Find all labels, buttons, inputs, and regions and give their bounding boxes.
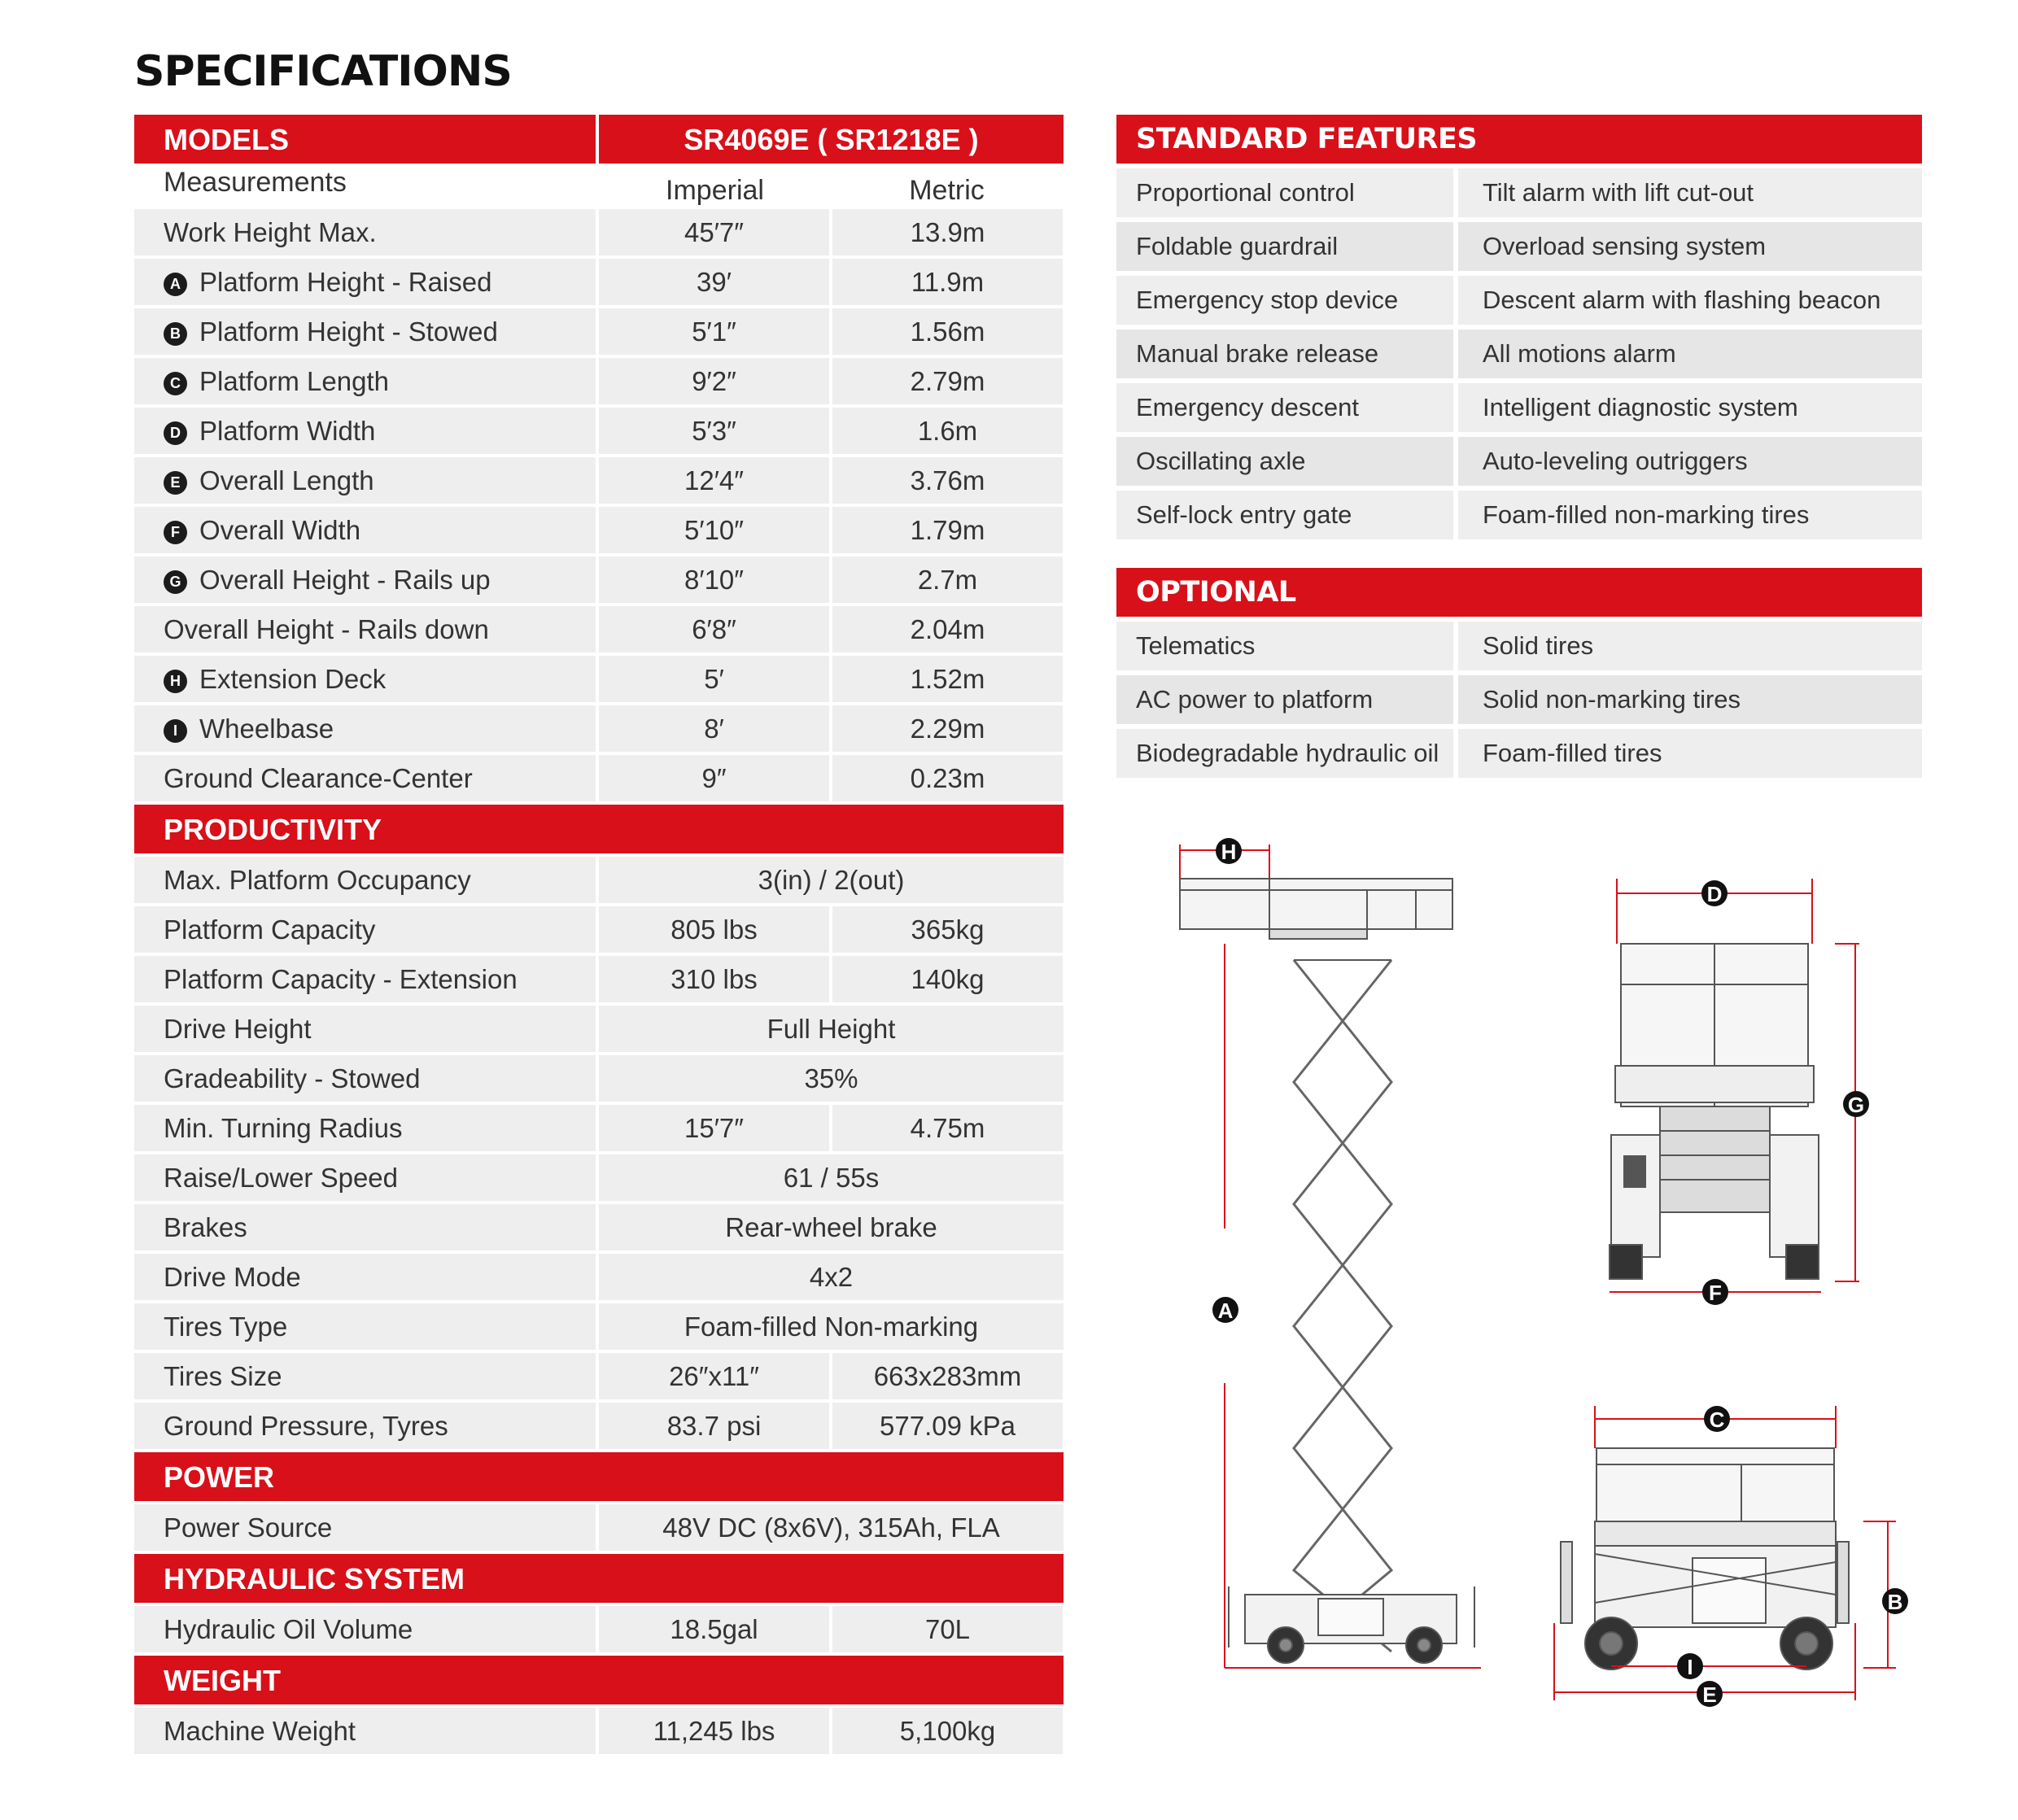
- feature-item: Emergency stop device: [1116, 276, 1453, 325]
- row-label-cell: [134, 1055, 596, 1102]
- row-label: Tires Size: [164, 1361, 282, 1391]
- row-value: 48V DC (8x6V), 315Ah, FLA: [599, 1504, 1064, 1551]
- weight-label: WEIGHT: [164, 1664, 281, 1697]
- imperial-value: 5′1″: [599, 308, 829, 355]
- feature-item: Emergency descent: [1116, 383, 1453, 432]
- measurement-rows: [134, 209, 1064, 801]
- row-value: 3(in) / 2(out): [599, 857, 1064, 903]
- label-a: A: [1217, 1298, 1234, 1323]
- power-header: [134, 1452, 1064, 1501]
- row-label-cell: [134, 556, 596, 603]
- productivity-rows: [134, 857, 1064, 1449]
- table-row: [134, 308, 1064, 355]
- metric-value: 70L: [832, 1606, 1063, 1652]
- models-header: [134, 115, 1064, 164]
- row-label-cell: [134, 1353, 596, 1399]
- imperial-value: 9′2″: [599, 358, 829, 404]
- feature-item: Oscillating axle: [1116, 437, 1453, 486]
- table-row: [134, 1204, 1064, 1250]
- table-row: [134, 259, 1064, 305]
- metric-value: 11.9m: [832, 259, 1063, 305]
- dimension-badge: A: [164, 273, 187, 296]
- row-label: Platform Capacity: [164, 914, 376, 945]
- table-row: [134, 1254, 1064, 1300]
- imperial-value: 310 lbs: [599, 956, 829, 1002]
- table-row: [134, 1606, 1064, 1652]
- row-value: 61 / 55s: [599, 1154, 1064, 1201]
- row-label-cell: [134, 1254, 596, 1300]
- table-row: [134, 556, 1064, 603]
- metric-value: 2.04m: [832, 606, 1063, 652]
- metric-value: 365kg: [832, 906, 1063, 953]
- row-label-cell: [134, 1504, 596, 1551]
- row-label: Platform Height - Stowed: [199, 316, 498, 347]
- row-label: Machine Weight: [164, 1716, 356, 1746]
- dimension-badge: F: [164, 521, 187, 544]
- row-label: Work Height Max.: [164, 217, 377, 247]
- metric-value: 2.7m: [832, 556, 1063, 603]
- dimension-badge: B: [164, 322, 187, 346]
- label-f: F: [1709, 1281, 1722, 1305]
- table-row: [134, 358, 1064, 404]
- metric-value: 1.52m: [832, 656, 1063, 702]
- standard-features-table: [1116, 115, 1922, 544]
- metric-value: 4.75m: [832, 1105, 1063, 1151]
- feature-item: Solid non-marking tires: [1458, 675, 1922, 724]
- row-label: Overall Height - Rails up: [199, 565, 491, 595]
- metric-value: 2.79m: [832, 358, 1063, 404]
- feature-row: [1116, 222, 1922, 271]
- feature-row: [1116, 330, 1922, 378]
- rear-view-drawing: [1610, 879, 1859, 1292]
- power-label: POWER: [164, 1460, 275, 1494]
- hydraulic-rows: [134, 1606, 1064, 1652]
- table-row: [134, 755, 1064, 801]
- row-value: 4x2: [599, 1254, 1064, 1300]
- imperial-value: 26″x11″: [599, 1353, 829, 1399]
- productivity-label: PRODUCTIVITY: [164, 813, 382, 846]
- imperial-label: Imperial: [666, 175, 764, 206]
- specifications-table: [134, 115, 1064, 1757]
- feature-item: Self-lock entry gate: [1116, 491, 1453, 539]
- imperial-value: 5′3″: [599, 408, 829, 454]
- dimension-badge: H: [164, 670, 187, 693]
- metric-value: 140kg: [832, 956, 1063, 1002]
- feature-item: Foam-filled tires: [1458, 729, 1922, 778]
- row-label-cell: [134, 656, 596, 702]
- table-row: [134, 606, 1064, 652]
- imperial-value: 8′: [599, 705, 829, 752]
- table-row: [134, 1105, 1064, 1151]
- row-label-cell: [134, 259, 596, 305]
- metric-value: 577.09 kPa: [832, 1403, 1063, 1449]
- feature-item: Manual brake release: [1116, 330, 1453, 378]
- row-label: Platform Length: [199, 366, 389, 396]
- page-title: SPECIFICATIONS: [134, 47, 512, 96]
- hydraulic-label: HYDRAULIC SYSTEM: [164, 1562, 465, 1595]
- row-label-cell: [134, 408, 596, 454]
- dimension-badge: E: [164, 471, 187, 495]
- standard-features-rows: [1116, 168, 1922, 539]
- row-label-cell: [134, 1204, 596, 1250]
- imperial-value: 39′: [599, 259, 829, 305]
- imperial-value: 9″: [599, 755, 829, 801]
- table-row: [134, 457, 1064, 504]
- feature-row: [1116, 729, 1922, 778]
- feature-item: Foldable guardrail: [1116, 222, 1453, 271]
- feature-item: Telematics: [1116, 622, 1453, 670]
- imperial-value: 6′8″: [599, 606, 829, 652]
- imperial-value: 18.5gal: [599, 1606, 829, 1652]
- row-label-cell: [134, 755, 596, 801]
- models-label: MODELS: [164, 123, 290, 156]
- side-view-stowed-drawing: [1554, 1406, 1896, 1700]
- weight-header: [134, 1656, 1064, 1704]
- label-h: H: [1221, 840, 1237, 864]
- feature-row: [1116, 276, 1922, 325]
- imperial-value: 11,245 lbs: [599, 1708, 829, 1754]
- row-value: 35%: [599, 1055, 1064, 1102]
- feature-item: Proportional control: [1116, 168, 1453, 217]
- feature-item: AC power to platform: [1116, 675, 1453, 724]
- feature-item: Tilt alarm with lift cut-out: [1458, 168, 1922, 217]
- row-label: Hydraulic Oil Volume: [164, 1614, 413, 1644]
- hydraulic-header: [134, 1554, 1064, 1603]
- metric-value: 5,100kg: [832, 1708, 1063, 1754]
- row-label: Drive Mode: [164, 1262, 301, 1292]
- row-label: Platform Height - Raised: [199, 267, 492, 297]
- metric-value: 0.23m: [832, 755, 1063, 801]
- label-b: B: [1887, 1590, 1903, 1614]
- row-label-cell: [134, 1403, 596, 1449]
- table-row: [134, 408, 1064, 454]
- row-label-cell: [134, 358, 596, 404]
- row-value: Foam-filled Non-marking: [599, 1303, 1064, 1350]
- row-label: Wheelbase: [199, 714, 334, 744]
- row-value: Full Height: [599, 1006, 1064, 1052]
- imperial-value: 805 lbs: [599, 906, 829, 953]
- feature-item: Biodegradable hydraulic oil: [1116, 729, 1453, 778]
- optional-rows: [1116, 622, 1922, 778]
- label-c: C: [1709, 1408, 1725, 1432]
- feature-item: Intelligent diagnostic system: [1458, 383, 1922, 432]
- row-label: Platform Capacity - Extension: [164, 964, 518, 994]
- row-label-cell: [134, 1154, 596, 1201]
- row-label-cell: [134, 1006, 596, 1052]
- feature-item: Auto-leveling outriggers: [1458, 437, 1922, 486]
- row-label: Min. Turning Radius: [164, 1113, 403, 1143]
- row-label-cell: [134, 457, 596, 504]
- measurements-label: Measurements: [164, 167, 347, 198]
- table-row: [134, 1353, 1064, 1399]
- row-label-cell: [134, 857, 596, 903]
- row-label: Drive Height: [164, 1014, 312, 1044]
- feature-item: All motions alarm: [1458, 330, 1922, 378]
- table-row: [134, 1403, 1064, 1449]
- row-label: Power Source: [164, 1512, 333, 1543]
- measurements-header: [134, 164, 1064, 209]
- imperial-value: 83.7 psi: [599, 1403, 829, 1449]
- table-row: [134, 857, 1064, 903]
- table-row: [134, 1504, 1064, 1551]
- feature-row: [1116, 675, 1922, 724]
- metric-label: Metric: [909, 175, 985, 206]
- table-row: [134, 1006, 1064, 1052]
- table-row: [134, 1055, 1064, 1102]
- dimension-badge: I: [164, 719, 187, 743]
- row-value: Rear-wheel brake: [599, 1204, 1064, 1250]
- metric-value: 3.76m: [832, 457, 1063, 504]
- imperial-value: 15′7″: [599, 1105, 829, 1151]
- table-row: [134, 1303, 1064, 1350]
- table-row: [134, 1154, 1064, 1201]
- weight-rows: [134, 1708, 1064, 1754]
- row-label-cell: [134, 1105, 596, 1151]
- row-label-cell: [134, 507, 596, 553]
- row-label-cell: [134, 705, 596, 752]
- dimension-badge: G: [164, 570, 187, 594]
- row-label-cell: [134, 1303, 596, 1350]
- row-label: Platform Width: [199, 416, 376, 446]
- row-label-cell: [134, 956, 596, 1002]
- table-row: [134, 507, 1064, 553]
- imperial-value: 8′10″: [599, 556, 829, 603]
- metric-value: 663x283mm: [832, 1353, 1063, 1399]
- label-d: D: [1706, 882, 1723, 906]
- row-label: Ground Pressure, Tyres: [164, 1411, 448, 1441]
- row-label: Max. Platform Occupancy: [164, 865, 471, 895]
- dimension-badge: C: [164, 372, 187, 395]
- side-view-raised-drawing: [1180, 845, 1481, 1668]
- table-row: [134, 1708, 1064, 1754]
- imperial-value: 45′7″: [599, 209, 829, 255]
- row-label-cell: [134, 209, 596, 255]
- table-row: [134, 209, 1064, 255]
- metric-value: 1.6m: [832, 408, 1063, 454]
- feature-item: Descent alarm with flashing beacon: [1458, 276, 1922, 325]
- feature-item: Solid tires: [1458, 622, 1922, 670]
- table-row: [134, 705, 1064, 752]
- optional-table: [1116, 568, 1922, 783]
- optional-header: OPTIONAL: [1116, 568, 1922, 617]
- standard-features-header: STANDARD FEATURES: [1116, 115, 1922, 164]
- metric-value: 2.29m: [832, 705, 1063, 752]
- metric-value: 13.9m: [832, 209, 1063, 255]
- row-label: Ground Clearance-Center: [164, 763, 473, 793]
- row-label: Tires Type: [164, 1312, 288, 1342]
- imperial-value: 5′10″: [599, 507, 829, 553]
- row-label: Overall Length: [199, 465, 374, 495]
- imperial-value: 5′: [599, 656, 829, 702]
- row-label-cell: [134, 606, 596, 652]
- feature-item: Overload sensing system: [1458, 222, 1922, 271]
- row-label-cell: [134, 1708, 596, 1754]
- row-label: Extension Deck: [199, 664, 387, 694]
- label-g: G: [1847, 1093, 1865, 1117]
- row-label: Raise/Lower Speed: [164, 1163, 399, 1193]
- feature-row: [1116, 622, 1922, 670]
- label-i: I: [1687, 1655, 1693, 1679]
- table-row: [134, 906, 1064, 953]
- row-label-cell: [134, 1606, 596, 1652]
- productivity-header: [134, 805, 1064, 853]
- row-label: Brakes: [164, 1212, 247, 1242]
- table-row: [134, 956, 1064, 1002]
- row-label-cell: [134, 308, 596, 355]
- dimension-drawings: [1172, 822, 1937, 1725]
- feature-item: Foam-filled non-marking tires: [1458, 491, 1922, 539]
- metric-value: 1.56m: [832, 308, 1063, 355]
- label-e: E: [1702, 1683, 1717, 1707]
- row-label: Gradeability - Stowed: [164, 1063, 421, 1093]
- model-name: SR4069E ( SR1218E ): [684, 123, 979, 156]
- table-row: [134, 656, 1064, 702]
- metric-value: 1.79m: [832, 507, 1063, 553]
- feature-row: [1116, 491, 1922, 539]
- power-rows: [134, 1504, 1064, 1551]
- imperial-value: 12′4″: [599, 457, 829, 504]
- feature-row: [1116, 383, 1922, 432]
- feature-row: [1116, 437, 1922, 486]
- row-label-cell: [134, 906, 596, 953]
- row-label: Overall Height - Rails down: [164, 614, 489, 644]
- feature-row: [1116, 168, 1922, 217]
- dimension-badge: D: [164, 421, 187, 445]
- row-label: Overall Width: [199, 515, 361, 545]
